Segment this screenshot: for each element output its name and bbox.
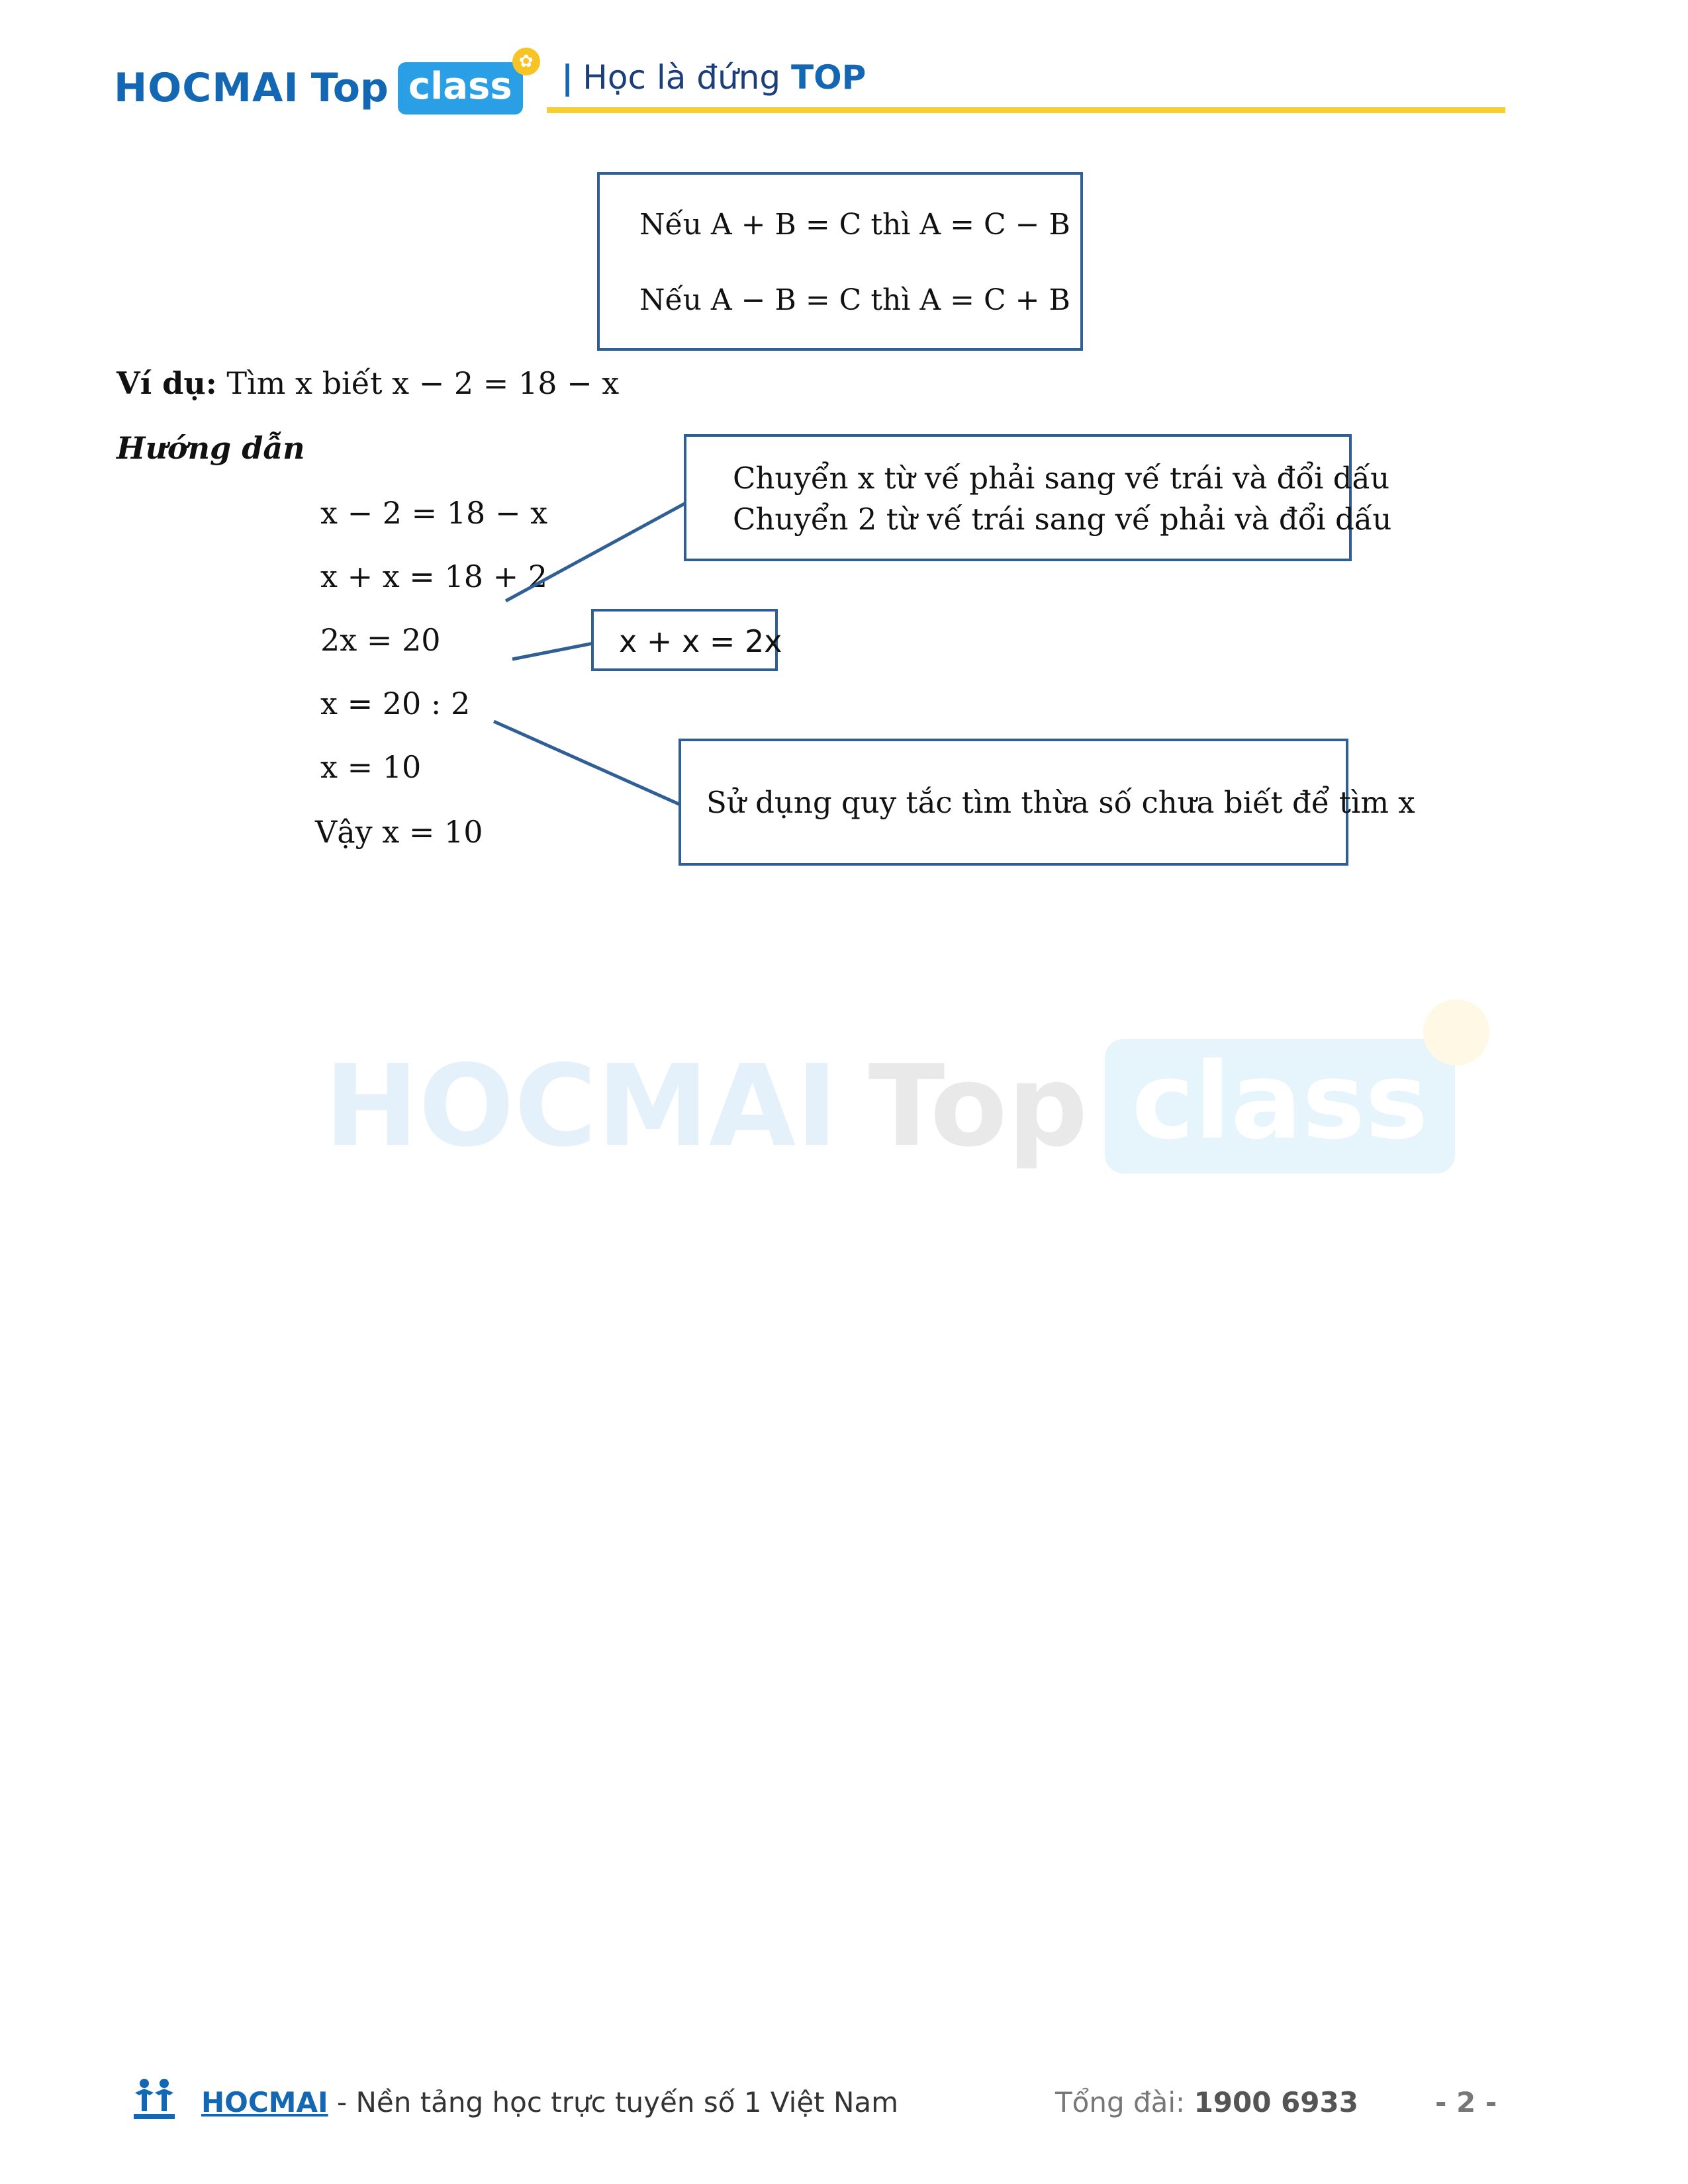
rule-line-1: Nếu A + B = C thì A = C − B	[639, 208, 1070, 242]
logo-hocmai-text: HOCMAI	[114, 65, 299, 111]
guide-title: Hướng dẫn	[117, 430, 305, 466]
connector-combine	[512, 643, 593, 659]
footer-brand-link[interactable]: HOCMAI	[201, 2086, 328, 2118]
watermark-hocmai: HOCMAI	[324, 1040, 838, 1172]
watermark-top: Top	[868, 1040, 1088, 1172]
page-number: - 2 -	[1435, 2086, 1497, 2118]
tagline-separator: |	[561, 58, 574, 97]
solution-step-3: 2x = 20	[320, 622, 441, 658]
example-label: Ví dụ:	[117, 365, 217, 401]
note-transfer-line-1: Chuyển x từ vế phải sang vế trái và đổi dấu	[733, 461, 1390, 496]
logo-class-text: class	[408, 64, 512, 108]
tagline-highlight: TOP	[791, 58, 867, 97]
footer-hotline	[1055, 2086, 1358, 2118]
tagline-text: Học là đứng	[583, 58, 781, 97]
watermark-logo	[324, 1039, 1455, 1173]
footer-hotline-number: 1900 6933	[1194, 2086, 1358, 2118]
watermark-class-badge	[1105, 1039, 1454, 1173]
solution-step-5: x = 10	[320, 749, 422, 785]
connector-rule	[494, 721, 680, 805]
footer-slogan-text: - Nền tảng học trực tuyến số 1 Việt Nam	[328, 2086, 899, 2118]
note-rule-box	[679, 739, 1415, 866]
rule-line-2: Nếu A − B = C thì A = C + B	[639, 283, 1070, 317]
solution-step-1: x − 2 = 18 − x	[320, 495, 548, 531]
watermark-class-text: class	[1131, 1039, 1429, 1163]
note-transfer-box	[684, 434, 1392, 561]
solution-conclusion: Vậy x = 10	[315, 814, 483, 850]
example-text: Tìm x biết x − 2 = 18 − x	[226, 365, 620, 401]
note-combine-box	[591, 609, 782, 671]
solution-step-4: x = 20 : 2	[320, 686, 471, 721]
star-icon: ✿	[512, 48, 540, 75]
footer-hotline-label: Tổng đài:	[1055, 2086, 1194, 2118]
footer-slogan	[201, 2086, 898, 2118]
hocmai-people-icon	[131, 2077, 177, 2123]
watermark-star-icon	[1423, 999, 1489, 1066]
note-transfer-line-2: Chuyển 2 từ vế trái sang vế phải và đổi dấu	[733, 502, 1392, 537]
connector-transfer	[506, 503, 686, 601]
logo-top-text: Top	[310, 65, 389, 111]
note-rule-text: Sử dụng quy tắc tìm thừa số chưa biết để tìm x	[706, 785, 1415, 820]
solution-step-2: x + x = 18 + 2	[320, 559, 548, 594]
note-combine-text: x + x = 2x	[619, 623, 782, 659]
